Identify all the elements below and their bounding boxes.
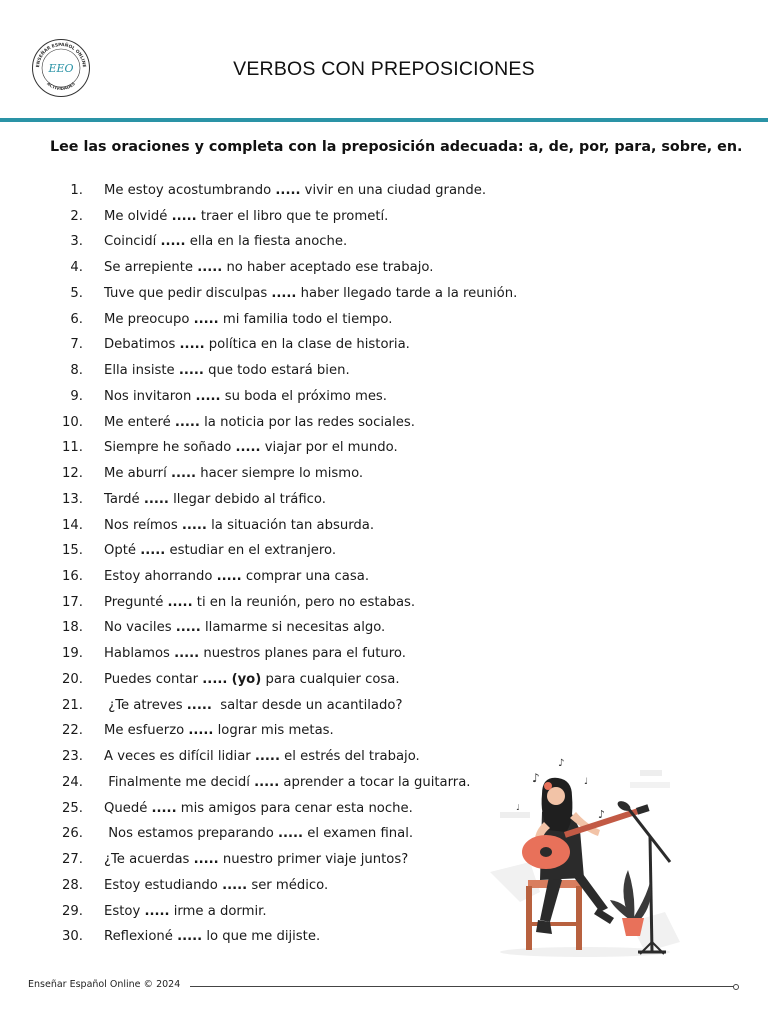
sentence-text: ¿Te atreves: [104, 697, 187, 713]
blank-placeholder: .....: [144, 903, 170, 919]
blank-placeholder: .....: [254, 774, 280, 790]
item-sentence: [104, 207, 388, 227]
logo-top-text: ENSEÑAR ESPAÑOL ONLINE: [35, 42, 87, 68]
item-sentence: [104, 824, 413, 844]
sentence-text: Estoy estudiando: [104, 877, 223, 893]
item-sentence: [104, 516, 374, 536]
item-sentence: [104, 773, 471, 793]
item-sentence: [104, 464, 363, 484]
sentence-text: haber llegado tarde a la reunión.: [296, 285, 518, 301]
item-sentence: [104, 490, 326, 510]
sentence-text: estudiar en el extranjero.: [165, 543, 337, 559]
item-sentence: [104, 335, 410, 355]
svg-text:♪: ♪: [532, 771, 540, 785]
sentence-text: ti en la reunión, pero no estabas.: [192, 594, 416, 610]
item-sentence: [104, 284, 517, 304]
blank-placeholder: .....: [216, 569, 242, 585]
blank-placeholder: .....: [178, 363, 204, 379]
list-item: [0, 361, 768, 387]
item-sentence: [104, 850, 408, 870]
list-item: [0, 310, 768, 336]
item-sentence: [104, 618, 385, 638]
sentence-text: su boda el próximo mes.: [220, 388, 387, 404]
item-number: 20.: [62, 671, 83, 687]
item-number: 29.: [62, 903, 83, 919]
list-item: [0, 207, 768, 233]
sentence-text: A veces es difícil lidiar: [104, 749, 255, 765]
sentence-text: el examen final.: [303, 826, 414, 842]
item-number: 19.: [62, 646, 83, 662]
item-sentence: [104, 799, 413, 819]
blank-placeholder: .....: [202, 671, 228, 687]
footer-dot-icon: [733, 984, 739, 990]
item-sentence: [104, 413, 415, 433]
item-sentence: [104, 670, 400, 690]
sentence-text: política en la clase de historia.: [204, 337, 410, 353]
sentence-text: Me olvidé: [104, 208, 172, 224]
list-item: [0, 721, 768, 747]
blank-placeholder: .....: [275, 183, 301, 198]
sentence-text: Hablamos: [104, 646, 175, 662]
sentence-text: Tuve que pedir disculpas: [104, 285, 272, 301]
item-number: 22.: [62, 723, 83, 739]
instructions: Lee las oraciones y completa con la preposición adecuada: a, de, por, para, sobre, en.: [50, 139, 743, 155]
item-number: 25.: [62, 800, 83, 816]
sentence-text: Me aburrí: [104, 466, 171, 482]
list-item: [0, 670, 768, 696]
sentence-text: mis amigos para cenar esta noche.: [176, 800, 413, 816]
item-sentence: [104, 438, 398, 458]
list-item: [0, 696, 768, 722]
item-number: 9.: [70, 388, 83, 404]
sentence-text: Nos invitaron: [104, 388, 196, 404]
item-sentence: [104, 747, 420, 767]
item-number: 16.: [62, 569, 83, 585]
blank-placeholder: .....: [193, 311, 219, 327]
blank-placeholder: .....: [143, 491, 169, 507]
svg-text:♪: ♪: [558, 758, 565, 769]
item-number: 3.: [70, 234, 83, 250]
item-number: 1.: [70, 183, 83, 198]
sentence-text: Se arrepiente: [104, 260, 198, 276]
sentence-text: no haber aceptado ese trabajo.: [222, 260, 434, 276]
sentence-text: comprar una casa.: [241, 569, 370, 585]
item-sentence: [104, 876, 328, 896]
sentence-text: viajar por el mundo.: [260, 440, 398, 456]
sentence-text: saltar desde un acantilado?: [211, 697, 403, 713]
item-number: 23.: [62, 749, 83, 765]
logo-mark-text: EEO: [48, 62, 74, 75]
sentence-text: Me preocupo: [104, 311, 194, 327]
blank-placeholder: .....: [195, 388, 221, 404]
blank-placeholder: .....: [170, 466, 197, 482]
blank-placeholder: .....: [151, 800, 177, 816]
item-sentence: [104, 696, 402, 716]
list-item: [0, 232, 768, 258]
sentence-text: Me enteré: [104, 414, 175, 430]
list-item: [0, 335, 768, 361]
sentence-text: el estrés del trabajo.: [279, 749, 420, 765]
sentence-text: ¿Te acuerdas: [104, 852, 194, 868]
item-number: 24.: [62, 774, 83, 790]
item-number: 8.: [70, 363, 83, 379]
sentence-text: hacer siempre lo mismo.: [196, 466, 364, 482]
list-item: [0, 438, 768, 464]
item-sentence: [104, 644, 406, 664]
item-number: 13.: [62, 491, 83, 507]
blank-placeholder: .....: [167, 594, 193, 610]
footer-copyright: Enseñar Español Online © 2024: [28, 979, 181, 990]
item-number: 14.: [62, 517, 83, 533]
hint-text: (yo): [231, 671, 262, 687]
item-sentence: [104, 387, 387, 407]
blank-placeholder: .....: [271, 285, 297, 301]
item-sentence: [104, 232, 347, 252]
list-item: [0, 516, 768, 542]
blank-placeholder: .....: [160, 234, 186, 250]
blank-placeholder: .....: [177, 929, 203, 945]
item-number: 18.: [62, 620, 83, 636]
item-sentence: [104, 181, 486, 201]
item-number: 10.: [62, 414, 83, 430]
blank-placeholder: .....: [174, 414, 200, 430]
svg-text:♩: ♩: [584, 777, 589, 787]
list-item: [0, 181, 768, 207]
item-sentence: [104, 927, 320, 947]
blank-placeholder: .....: [235, 440, 261, 456]
page-title: VERBOS CON PREPOSICIONES: [233, 58, 535, 80]
item-sentence: [104, 541, 336, 561]
sentence-text: para cualquier cosa.: [261, 671, 400, 687]
sentence-text: Me estoy acostumbrando: [104, 183, 276, 198]
blank-placeholder: .....: [186, 697, 212, 713]
item-sentence: [104, 361, 350, 381]
sentence-text: llegar debido al tráfico.: [168, 491, 326, 507]
blank-placeholder: .....: [175, 620, 201, 636]
list-item: [0, 593, 768, 619]
sentence-text: Reflexioné: [104, 929, 178, 945]
sentence-text: aprender a tocar la guitarra.: [279, 774, 471, 790]
footer-divider: [190, 986, 735, 987]
blank-placeholder: .....: [193, 852, 219, 868]
logo-bottom-text: ACTIVIDADES: [46, 81, 76, 92]
sentence-text: nuestros planes para el futuro.: [199, 646, 406, 662]
item-sentence: [104, 721, 334, 741]
sentence-text: Puedes contar: [104, 671, 203, 687]
list-item: [0, 413, 768, 439]
list-item: [0, 387, 768, 413]
sentence-text: Ella insiste: [104, 363, 179, 379]
sentence-text: que todo estará bien.: [203, 363, 350, 379]
item-number: 15.: [62, 543, 83, 559]
sentence-text: Tardé: [104, 491, 144, 507]
item-number: 6.: [70, 311, 83, 327]
sentence-text: vivir en una ciudad grande.: [300, 183, 487, 198]
sentence-text: Pregunté: [104, 594, 168, 610]
list-item: [0, 618, 768, 644]
item-number: 27.: [62, 852, 83, 868]
list-item: [0, 258, 768, 284]
blank-placeholder: .....: [140, 543, 166, 559]
item-sentence: [104, 258, 433, 278]
item-number: 11.: [62, 440, 83, 456]
header-divider: [0, 118, 768, 122]
blank-placeholder: .....: [277, 826, 304, 842]
sentence-text: Me esfuerzo: [104, 723, 189, 739]
list-item: [0, 284, 768, 310]
sentence-text: Estoy ahorrando: [104, 569, 217, 585]
sentence-text: ella en la fiesta anoche.: [185, 234, 348, 250]
blank-placeholder: .....: [171, 208, 197, 224]
blank-placeholder: .....: [181, 517, 207, 533]
item-number: 4.: [70, 260, 83, 276]
sentence-text: lograr mis metas.: [213, 723, 334, 739]
sentence-text: nuestro primer viaje juntos?: [218, 852, 409, 868]
svg-text:♩: ♩: [516, 803, 520, 812]
sentence-text: la noticia por las redes sociales.: [199, 414, 415, 430]
sentence-text: lo que me dijiste.: [202, 929, 321, 945]
guitar-player-illustration: [480, 752, 690, 962]
list-item: [0, 464, 768, 490]
sentence-text: ser médico.: [247, 877, 329, 893]
sentence-text: Siempre he soñado: [104, 440, 236, 456]
item-number: 21.: [62, 697, 83, 713]
sentence-text: llamarme si necesitas algo.: [200, 620, 386, 636]
blank-placeholder: .....: [179, 337, 205, 353]
list-item: [0, 490, 768, 516]
sentence-text: Opté: [104, 543, 141, 559]
blank-placeholder: .....: [197, 260, 223, 276]
item-number: 5.: [70, 285, 83, 301]
item-sentence: [104, 310, 392, 330]
blank-placeholder: .....: [222, 877, 248, 893]
list-item: [0, 541, 768, 567]
blank-placeholder: .....: [188, 723, 214, 739]
blank-placeholder: .....: [254, 749, 280, 765]
sentence-text: Nos estamos preparando: [104, 826, 278, 842]
svg-text:♪: ♪: [598, 808, 606, 821]
sentence-text: la situación tan absurda.: [206, 517, 375, 533]
sentence-text: No vaciles: [104, 620, 176, 636]
sentence-text: Estoy: [104, 903, 145, 919]
item-number: 12.: [62, 466, 83, 482]
item-sentence: [104, 902, 267, 922]
blank-placeholder: .....: [174, 646, 200, 662]
list-item: [0, 644, 768, 670]
item-number: 7.: [70, 337, 83, 353]
item-number: 28.: [62, 877, 83, 893]
item-number: 2.: [70, 208, 83, 224]
sentence-text: Coincidí: [104, 234, 161, 250]
item-sentence: [104, 593, 415, 613]
list-item: [0, 567, 768, 593]
item-number: 26.: [62, 826, 83, 842]
sentence-text: mi familia todo el tiempo.: [218, 311, 393, 327]
sentence-text: Debatimos: [104, 337, 180, 353]
sentence-text: Quedé: [104, 800, 152, 816]
sentence-text: Nos reímos: [104, 517, 182, 533]
item-sentence: [104, 567, 369, 587]
sentence-text: irme a dormir.: [169, 903, 267, 919]
sentence-text: traer el libro que te prometí.: [196, 208, 389, 224]
sentence-text: Finalmente me decidí: [104, 774, 255, 790]
item-number: 30.: [62, 929, 83, 945]
item-number: 17.: [62, 594, 83, 610]
